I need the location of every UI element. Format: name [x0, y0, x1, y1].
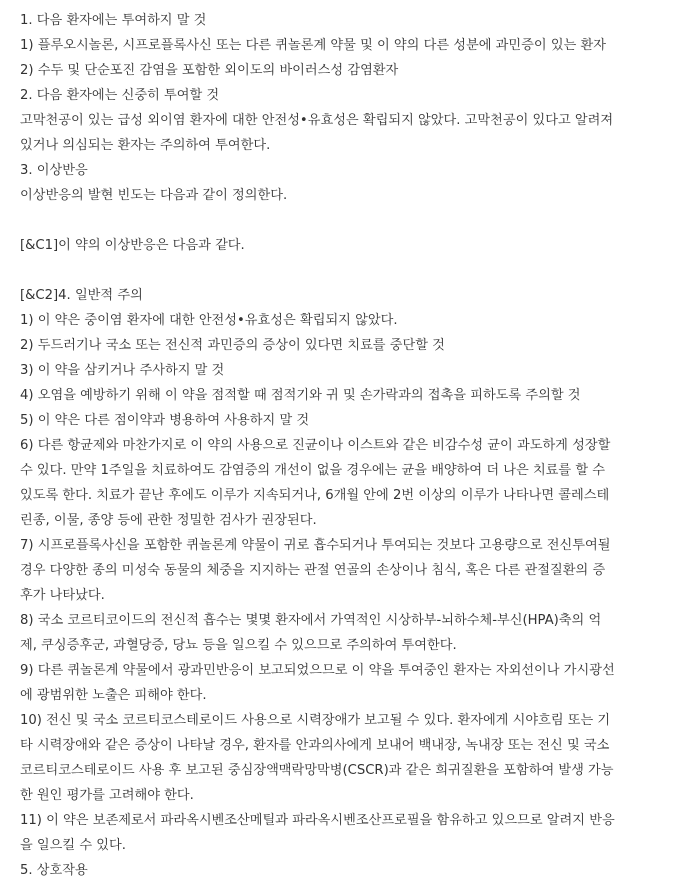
text-line: 1) 플루오시놀론, 시프로플록사신 또는 다른 퀴놀론계 약물 및 이 약의 다른 성분에 과민증이 있는 환자 [20, 38, 606, 53]
text-line: 이상반응의 발현 빈도는 다음과 같이 정의한다. [20, 188, 288, 203]
text-line: 경우 다양한 종의 미성숙 동물의 체중을 지지하는 관절 연골의 손상이나 침식, 혹은 다른 관절질환의 증 [20, 563, 606, 578]
text-line: 7) 시프로플록사신을 포함한 퀴놀론계 약물이 귀로 흡수되거나 투여되는 것보다 고용량으로 전신투여될 [20, 538, 611, 553]
text-line: 9) 다른 퀴놀론계 약물에서 광과민반응이 보고되었으므로 이 약을 투여중인 환자는 자외선이나 가시광선 [20, 663, 615, 678]
blank-line [20, 208, 682, 233]
section-heading: 2. 다음 환자에는 신중히 투여할 것 [20, 88, 220, 103]
text-line: 타 시력장애와 같은 증상이 나타날 경우, 환자를 안과의사에게 보내어 백내장, 녹내장 또는 전신 및 국소 [20, 738, 610, 753]
text-line: 한 원인 평가를 고려해야 한다. [20, 788, 194, 803]
text-line: 2) 수두 및 단순포진 감염을 포함한 외이도의 바이러스성 감염환자 [20, 63, 399, 78]
text-line: 있도록 한다. 치료가 끝난 후에도 이루가 지속되거나, 6개월 안에 2번 이상의 이루가 나타나면 콜레스테 [20, 488, 610, 503]
text-line: 제, 쿠싱증후군, 과혈당증, 당뇨 등을 일으킬 수 있으므로 주의하여 투여한다. [20, 638, 457, 653]
text-line: 10) 전신 및 국소 코르티코스테로이드 사용으로 시력장애가 보고될 수 있다. 환자에게 시야흐림 또는 기 [20, 713, 611, 728]
text-line: 8) 국소 코르티코이드의 전신적 흡수는 몇몇 환자에서 가역적인 시상하부-뇌하수체-부신(HPA)축의 억 [20, 613, 602, 628]
text-line: 수 있다. 만약 1주일을 치료하여도 감염증의 개선이 없을 경우에는 균을 배양하여 더 나은 치료를 할 수 [20, 463, 606, 478]
blank-line [20, 258, 682, 283]
text-line: [&C1]이 약의 이상반응은 다음과 같다. [20, 238, 245, 253]
text-line: 11) 이 약은 보존제로서 파라옥시벤조산메틸과 파라옥시벤조산프로필을 함유하고 있으므로 알려지 반응 [20, 813, 615, 828]
text-line: 2) 두드러기나 국소 또는 전신적 과민증의 증상이 있다면 치료를 중단할 것 [20, 338, 445, 353]
section-heading: 1. 다음 환자에는 투여하지 말 것 [20, 13, 207, 28]
text-line: 에 광범위한 노출은 피해야 한다. [20, 688, 207, 703]
text-line: 6) 다른 항균제와 마찬가지로 이 약의 사용으로 진균이나 이스트와 같은 비감수성 균이 과도하게 성장할 [20, 438, 611, 453]
text-line: 후가 나타났다. [20, 588, 105, 603]
text-line: 3) 이 약을 삼키거나 주사하지 말 것 [20, 363, 225, 378]
text-line: 코르티코스테로이드 사용 후 보고된 중심장액맥락망막병(CSCR)과 같은 희귀질환을 포함하여 발생 가능 [20, 763, 614, 778]
section-heading: [&C2]4. 일반적 주의 [20, 288, 143, 303]
section-heading: 3. 이상반응 [20, 163, 88, 178]
text-line: 고막천공이 있는 급성 외이염 환자에 대한 안전성•유효성은 확립되지 않았다. 고막천공이 있다고 알려져 [20, 113, 614, 128]
text-line: 1) 이 약은 중이염 환자에 대한 안전성•유효성은 확립되지 않았다. [20, 313, 398, 328]
document-body [20, 8, 682, 883]
text-line: 5) 이 약은 다른 점이약과 병용하여 사용하지 말 것 [20, 413, 310, 428]
text-line: 을 일으킬 수 있다. [20, 838, 126, 853]
section-heading: 5. 상호작용 [20, 863, 88, 878]
text-line: 있거나 의심되는 환자는 주의하여 투여한다. [20, 138, 271, 153]
text-line: 린종, 이물, 종양 등에 관한 정밀한 검사가 권장된다. [20, 513, 317, 528]
text-line: 4) 오염을 예방하기 위해 이 약을 점적할 때 점적기와 귀 및 손가락과의 접촉을 피하도록 주의할 것 [20, 388, 581, 403]
